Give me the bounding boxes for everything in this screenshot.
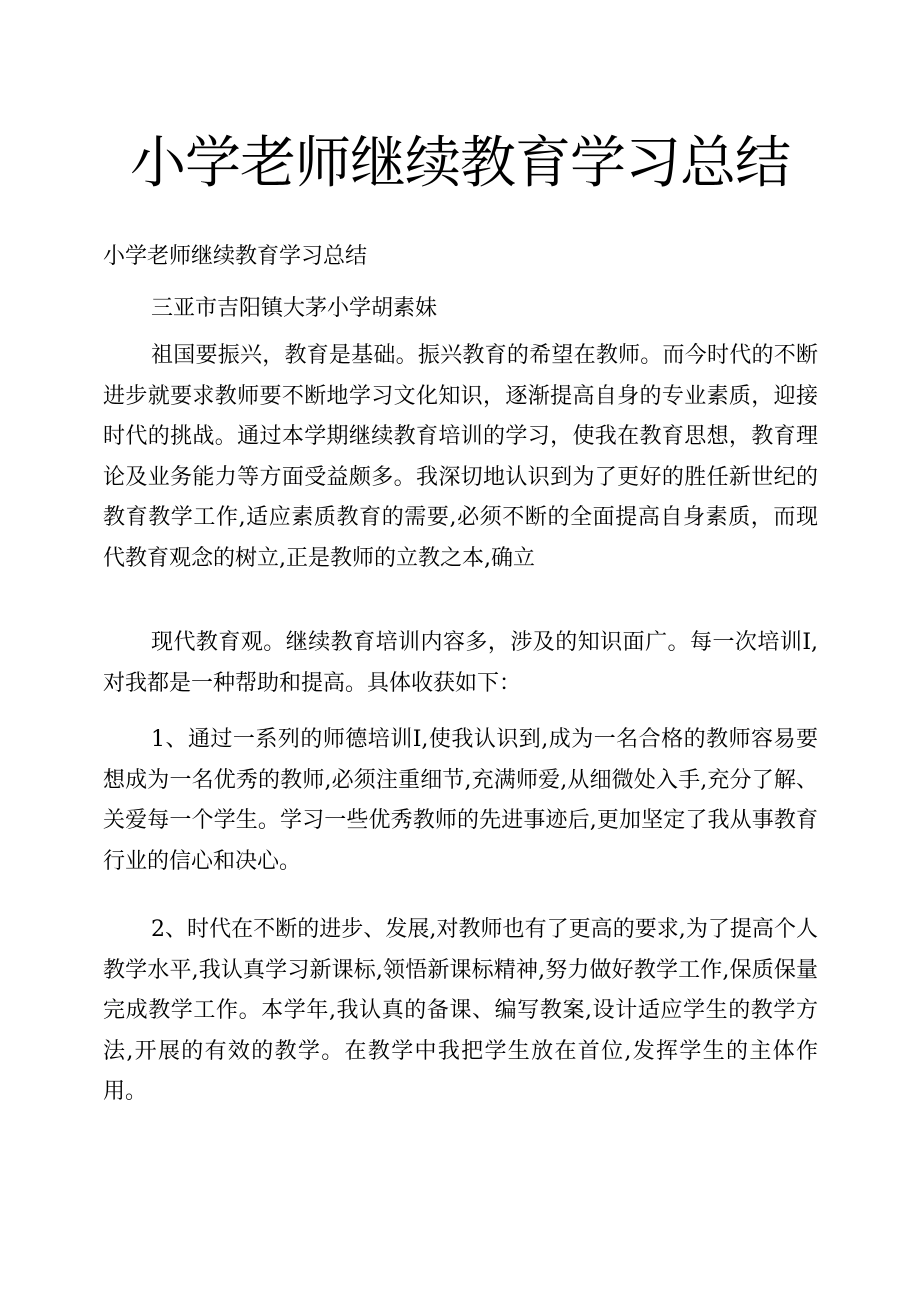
document-title: 小学老师继续教育学习总结 [130, 131, 790, 196]
paragraph-intro: 祖国要振兴，教育是基础。振兴教育的希望在教师。而今时代的不断进步就要求教师要不断地学习文化知识，逐渐提高自身的专业素质，迎接时代的挑战。通过本学期继续教育培训的学习，使我在教育思想，教育理论及业务能力等方面受益颇多。我深切地认识到为了更好的胜任新世纪的教育教学工作,适应素质教育的需要,必须不断的全面提高自身素质，而现代教育观念的树立,正是教师的立教之本,确立 [103, 343, 818, 571]
paragraph-point-2: 2、时代在不断的进步、发展,对教师也有了更高的要求,为了提高个人教学水平,我认真学习新课标,领悟新课标精神,努力做好教学工作,保质保量完成教学工作。本学年,我认真的备课、编写教案,设计适应学生的教学方法,开展的有效的教学。在教学中我把学生放在首位,发挥学生的主体作用。 [103, 917, 818, 1104]
paragraph-overview: 现代教育观。继续教育培训内容多，涉及的知识面广。每一次培训I,对我都是一种帮助和提高。具体收获如下： [103, 630, 818, 696]
paragraph-point-1: 1、通过一系列的师德培训I,使我认识到,成为一名合格的教师容易要想成为一名优秀的教师,必须注重细节,充满师爱,从细微处入手,充分了解、关爱每一个学生。学习一些优秀教师的先进事迹后,更加坚定了我从事教育行业的信心和决心。 [103, 727, 818, 874]
author-line: 三亚市吉阳镇大茅小学胡素妹 [151, 296, 438, 321]
document-subtitle: 小学老师继续教育学习总结 [103, 244, 368, 269]
